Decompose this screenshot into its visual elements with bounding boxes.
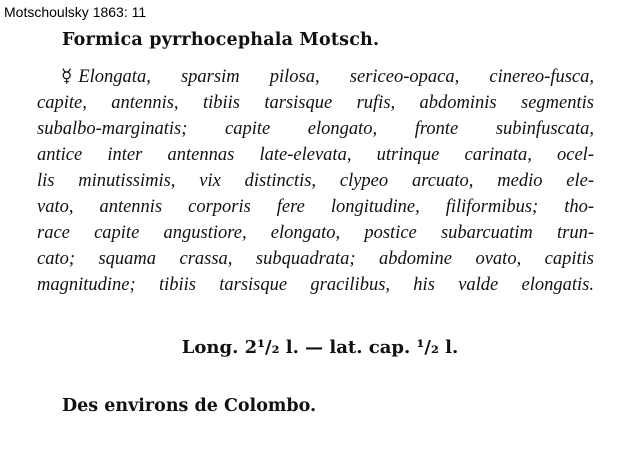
description-line: cato; squama crassa, subquadrata; abdomine ovato, capitis	[37, 249, 594, 269]
description-line: race capite angustiore, elongato, postice subarcuatim trun-	[37, 223, 594, 243]
description-line: magnitudine; tibiis tarsisque gracilibus, his valde elongatis.	[37, 275, 594, 295]
description-line: vato, antennis corporis fere longitudine, filiformibus; tho-	[37, 197, 594, 217]
citation-label: Motschoulsky 1863: 11	[4, 4, 147, 20]
description-line: subalbo-marginatis; capite elongato, fronte subinfuscata,	[37, 119, 594, 139]
species-heading: Formica pyrrhocephala Motsch.	[62, 30, 380, 50]
species-description	[37, 64, 594, 298]
description-line: lis minutissimis, vix distinctis, clypeo arcuato, medio ele-	[37, 171, 594, 191]
description-line: capite, antennis, tibiis tarsisque rufis, abdominis segmentis	[37, 93, 594, 113]
description-line-text: Elongata, sparsim pilosa, sericeo-opaca, cinereo-fusca,	[78, 67, 594, 87]
measurement-line: Long. 2¹/₂ l. — lat. cap. ¹/₂ l.	[181, 337, 459, 358]
description-line: antice inter antennas late-elevata, utrinque carinata, ocel-	[37, 145, 594, 165]
description-line	[37, 64, 594, 90]
worker-caste-symbol: ☿	[61, 67, 73, 87]
locality-line: Des environs de Colombo.	[62, 396, 317, 416]
